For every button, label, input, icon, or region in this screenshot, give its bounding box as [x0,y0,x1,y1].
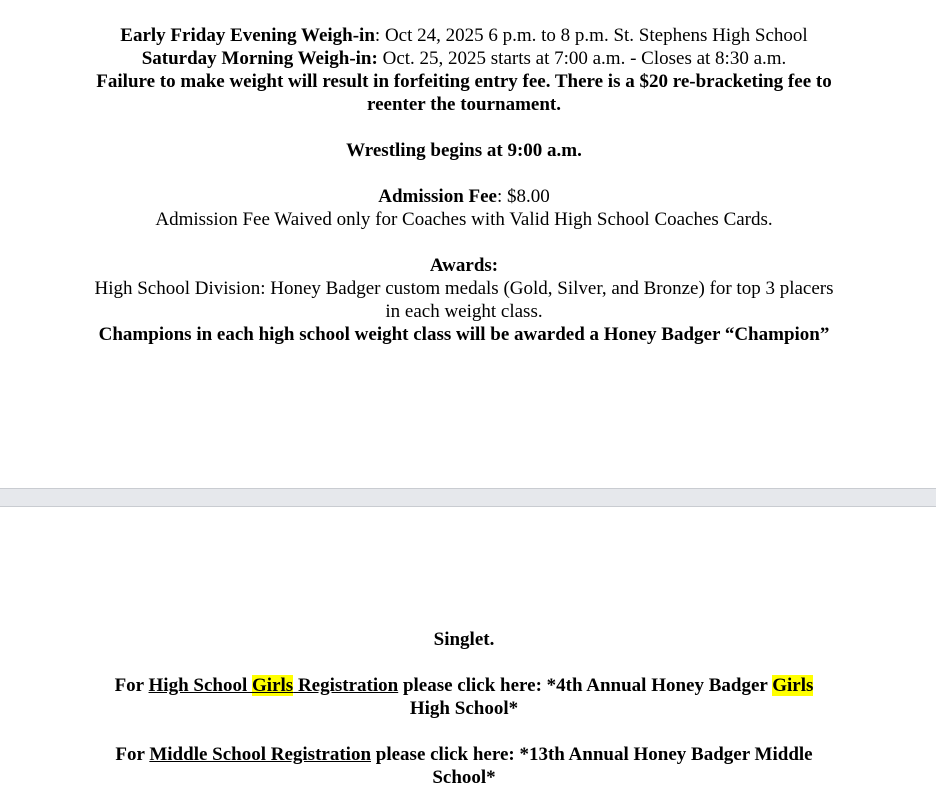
admission-fee [60,185,868,208]
girls-registration-line [60,674,868,697]
middle-school-middle: please click here: *13th Annual Honey Badger Middle [371,744,813,765]
girls-link-highlight: Girls [252,675,294,696]
failure-notice-line-2: reenter the tournament. [367,94,561,115]
girls-link-text-a: High School [148,675,253,696]
blank-line [60,231,868,254]
girls-registration-link[interactable] [149,675,399,696]
admission-fee-label: Admission Fee [378,186,497,207]
girls-registration-line-2: High School* [409,698,519,719]
awards-line-2: in each weight class. [385,301,543,322]
middle-school-registration-link[interactable]: Middle School Registration [149,744,372,765]
blank-line [60,116,868,139]
friday-weigh-in-label: Early Friday Evening Weigh-in [120,25,375,46]
saturday-weigh-in [60,47,868,70]
champions-line: Champions in each high school weight class will be awarded a Honey Badger “Champion” [98,324,830,345]
saturday-weigh-in-text: Oct. 25, 2025 starts at 7:00 a.m. - Closes at 8:30 a.m. [377,48,787,69]
blank-line [60,720,868,743]
blank-line [60,651,868,674]
middle-school-registration-line [60,743,868,766]
awards-line-1: High School Division: Honey Badger custom medals (Gold, Silver, and Bronze) for top 3 placers [94,278,834,299]
admission-fee-text: : $8.00 [496,186,550,207]
friday-weigh-in [60,24,868,47]
singlet-line: Singlet. [433,629,495,650]
girls-link-text-b: Registration [293,675,399,696]
page-1-body [60,24,868,346]
wrestling-start: Wrestling begins at 9:00 a.m. [346,140,582,161]
saturday-weigh-in-label: Saturday Morning Weigh-in: [141,48,378,69]
page-2-body [60,628,868,789]
friday-weigh-in-text: Oct 24, 2025 6 p.m. to 8 p.m. St. Stephens High School [384,25,808,46]
girls-registration-middle: please click here: *4th Annual Honey Badger [398,675,773,696]
friday-weigh-in-sep: : [374,25,385,46]
middle-school-prefix: For [115,744,150,765]
failure-notice-line-1: Failure to make weight will result in forfeiting entry fee. There is a $20 re-bracketing fee to [96,71,832,92]
girls-registration-prefix: For [114,675,149,696]
awards-heading: Awards: [429,255,499,276]
page-break-gap [0,488,936,507]
girls-highlight: Girls [772,675,814,696]
admission-waiver: Admission Fee Waived only for Coaches with Valid High School Coaches Cards. [155,209,773,230]
blank-line [60,162,868,185]
middle-school-registration-line-2: School* [432,767,496,788]
